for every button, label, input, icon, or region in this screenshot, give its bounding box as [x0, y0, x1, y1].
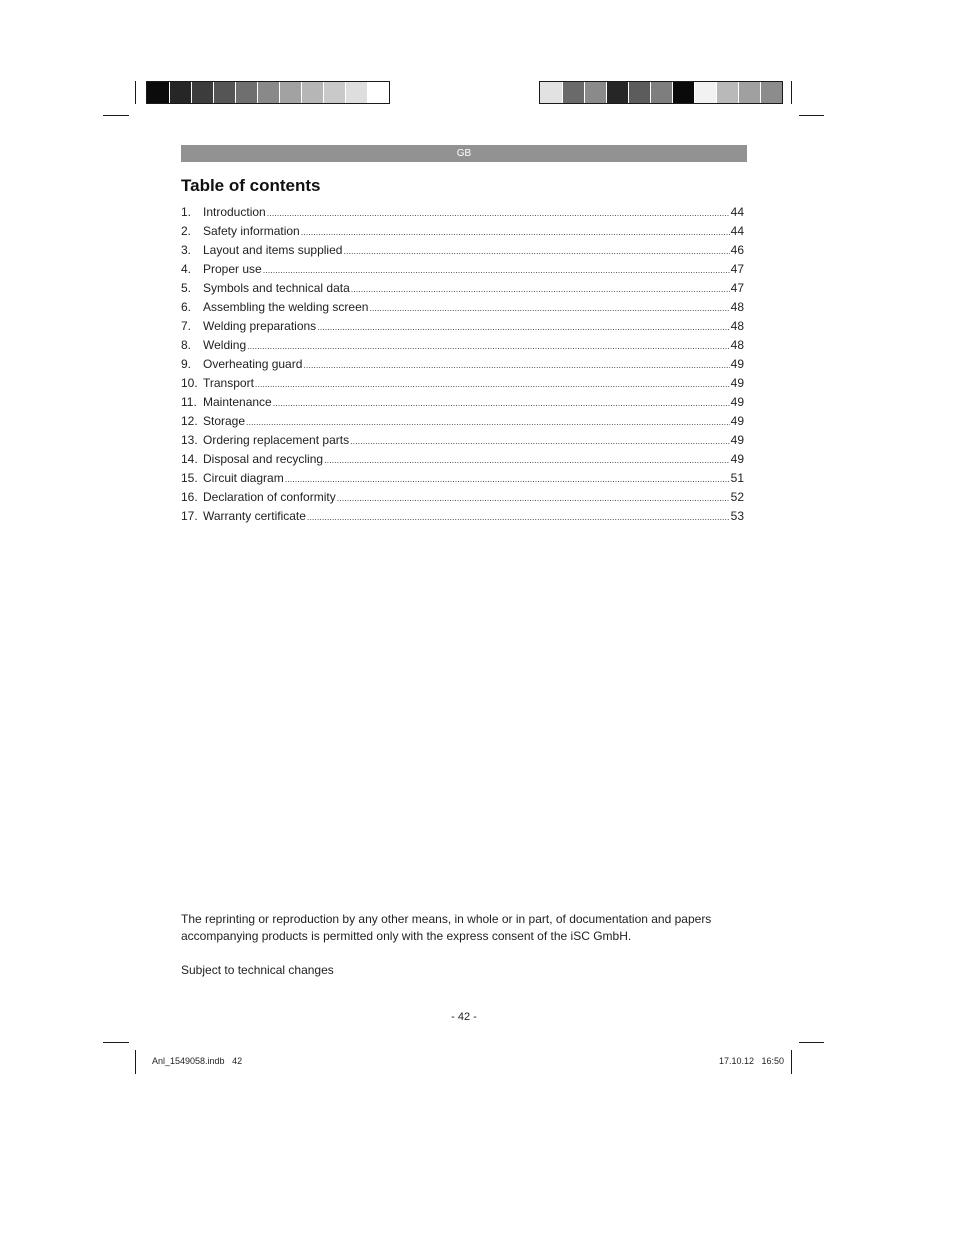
crop-mark [135, 81, 136, 104]
toc-entry[interactable] [181, 203, 744, 222]
toc-entry[interactable] [181, 488, 744, 507]
toc-entry-number: 9. [181, 357, 192, 371]
color-swatch [716, 82, 738, 103]
toc-entry-page: 44 [730, 205, 744, 219]
toc-leader-dots [317, 318, 729, 337]
color-swatch [257, 82, 279, 103]
toc-entry-number: 16. [181, 490, 198, 504]
toc-entry-title: Welding preparations [203, 319, 317, 333]
color-swatch [584, 82, 606, 103]
toc-entry-number: 10. [181, 376, 198, 390]
color-swatch [169, 82, 191, 103]
crop-mark [103, 115, 129, 116]
toc-entry-page: 46 [730, 243, 744, 257]
color-swatch [191, 82, 213, 103]
color-swatch [279, 82, 301, 103]
toc-leader-dots [263, 261, 730, 280]
color-swatch [540, 82, 562, 103]
toc-entry-number: 2. [181, 224, 192, 238]
toc-entry[interactable] [181, 222, 744, 241]
toc-entry-number: 6. [181, 300, 192, 314]
toc-entry-number: 14. [181, 452, 198, 466]
color-swatch [562, 82, 584, 103]
toc-leader-dots [301, 223, 730, 242]
language-header-band [181, 145, 747, 162]
toc-leader-dots [324, 451, 730, 470]
toc-entry-title: Safety information [203, 224, 300, 238]
color-swatch [147, 82, 169, 103]
language-code: GB [456, 148, 472, 159]
toc-entry-title: Maintenance [203, 395, 272, 409]
toc-entry[interactable] [181, 507, 744, 526]
crop-mark [791, 1050, 792, 1074]
toc-leader-dots [369, 299, 729, 318]
toc-entry[interactable] [181, 336, 744, 355]
toc-entry-page: 49 [730, 433, 744, 447]
toc-entry-title: Transport [203, 376, 254, 390]
toc-entry-title: Ordering replacement parts [203, 433, 350, 447]
toc-entry[interactable] [181, 450, 744, 469]
toc-entry-page: 52 [730, 490, 744, 504]
toc-entry-page: 53 [730, 509, 744, 523]
toc-leader-dots [307, 508, 730, 527]
toc-entry-title: Storage [203, 414, 246, 428]
color-swatch [345, 82, 367, 103]
toc-entry-title: Circuit diagram [203, 471, 284, 485]
toc-leader-dots [337, 489, 730, 508]
color-swatch [628, 82, 650, 103]
color-swatch [213, 82, 235, 103]
toc-entry-page: 49 [730, 414, 744, 428]
toc-entry-page: 48 [730, 300, 744, 314]
toc-entry-number: 11. [181, 395, 197, 409]
toc-leader-dots [303, 356, 729, 375]
toc-entry-number: 15. [181, 471, 198, 485]
color-calibration-bar-left [146, 81, 390, 104]
toc-entry[interactable] [181, 355, 744, 374]
color-swatch [694, 82, 716, 103]
toc-leader-dots [343, 242, 729, 261]
toc-entry-number: 4. [181, 262, 192, 276]
color-swatch [738, 82, 760, 103]
crop-mark [791, 81, 792, 104]
toc-entry-title: Warranty certificate [203, 509, 306, 523]
toc-leader-dots [351, 280, 730, 299]
toc-entry-page: 49 [730, 376, 744, 390]
crop-mark [799, 1042, 824, 1043]
toc-entry-title: Introduction [203, 205, 266, 219]
toc-entry[interactable] [181, 374, 744, 393]
toc-entry-title: Symbols and technical data [203, 281, 350, 295]
color-calibration-bar-right [539, 81, 783, 104]
toc-entry-number: 8. [181, 338, 192, 352]
toc-entry-title: Disposal and recycling [203, 452, 324, 466]
color-swatch [367, 82, 389, 103]
toc-entry-number: 3. [181, 243, 192, 257]
color-swatch [760, 82, 782, 103]
toc-entry[interactable] [181, 431, 744, 450]
color-swatch [323, 82, 345, 103]
crop-mark [103, 1042, 129, 1043]
toc-entry-number: 1. [181, 205, 192, 219]
toc-leader-dots [350, 432, 730, 451]
color-swatch [650, 82, 672, 103]
toc-leader-dots [247, 337, 730, 356]
toc-leader-dots [267, 204, 730, 223]
toc-entry[interactable] [181, 279, 744, 298]
toc-entry-number: 5. [181, 281, 192, 295]
toc-leader-dots [285, 470, 730, 489]
toc-entry-page: 47 [730, 281, 744, 295]
toc-entry-title: Proper use [203, 262, 262, 276]
toc-entry[interactable] [181, 412, 744, 431]
color-swatch [606, 82, 628, 103]
footer-file-name: Anl_1549058.indb 42 [152, 1056, 243, 1066]
crop-mark [799, 115, 824, 116]
copyright-notice: The reprinting or reproduction by any other means, in whole or in part, of documentation and papers accompanying products is permitted only with the express consent of the iSC GmbH. [181, 912, 712, 943]
toc-entry-title: Welding [203, 338, 247, 352]
toc-entry[interactable] [181, 298, 744, 317]
toc-entry-number: 17. [181, 509, 198, 523]
toc-entry[interactable] [181, 317, 744, 336]
toc-entry-number: 7. [181, 319, 192, 333]
toc-entry-page: 44 [730, 224, 744, 238]
toc-entry-title: Assembling the welding screen [203, 300, 369, 314]
toc-entry-page: 49 [730, 357, 744, 371]
toc-entry[interactable] [181, 241, 744, 260]
crop-mark [135, 1050, 136, 1074]
toc-entry-page: 48 [730, 338, 744, 352]
toc-entry-title: Declaration of conformity [203, 490, 336, 504]
footer-date-time: 17.10.12 16:50 [718, 1056, 784, 1066]
toc-leader-dots [246, 413, 730, 432]
toc-entry-page: 47 [730, 262, 744, 276]
toc-entry-page: 49 [730, 395, 744, 409]
toc-entry[interactable] [181, 469, 744, 488]
page-title: Table of contents [181, 176, 321, 195]
toc-entry-number: 13. [181, 433, 198, 447]
toc-entry-title: Overheating guard [203, 357, 303, 371]
toc-entry[interactable] [181, 260, 744, 279]
toc-entry[interactable] [181, 393, 744, 412]
color-swatch [672, 82, 694, 103]
toc-leader-dots [255, 375, 730, 394]
toc-entry-page: 49 [730, 452, 744, 466]
color-swatch [301, 82, 323, 103]
table-of-contents [181, 203, 744, 526]
toc-leader-dots [273, 394, 730, 413]
color-swatch [235, 82, 257, 103]
toc-entry-number: 12. [181, 414, 198, 428]
toc-entry-page: 51 [730, 471, 744, 485]
toc-entry-title: Layout and items supplied [203, 243, 343, 257]
page-number: - 42 - [451, 1011, 477, 1023]
technical-changes-notice: Subject to technical changes [181, 963, 334, 977]
toc-entry-page: 48 [730, 319, 744, 333]
